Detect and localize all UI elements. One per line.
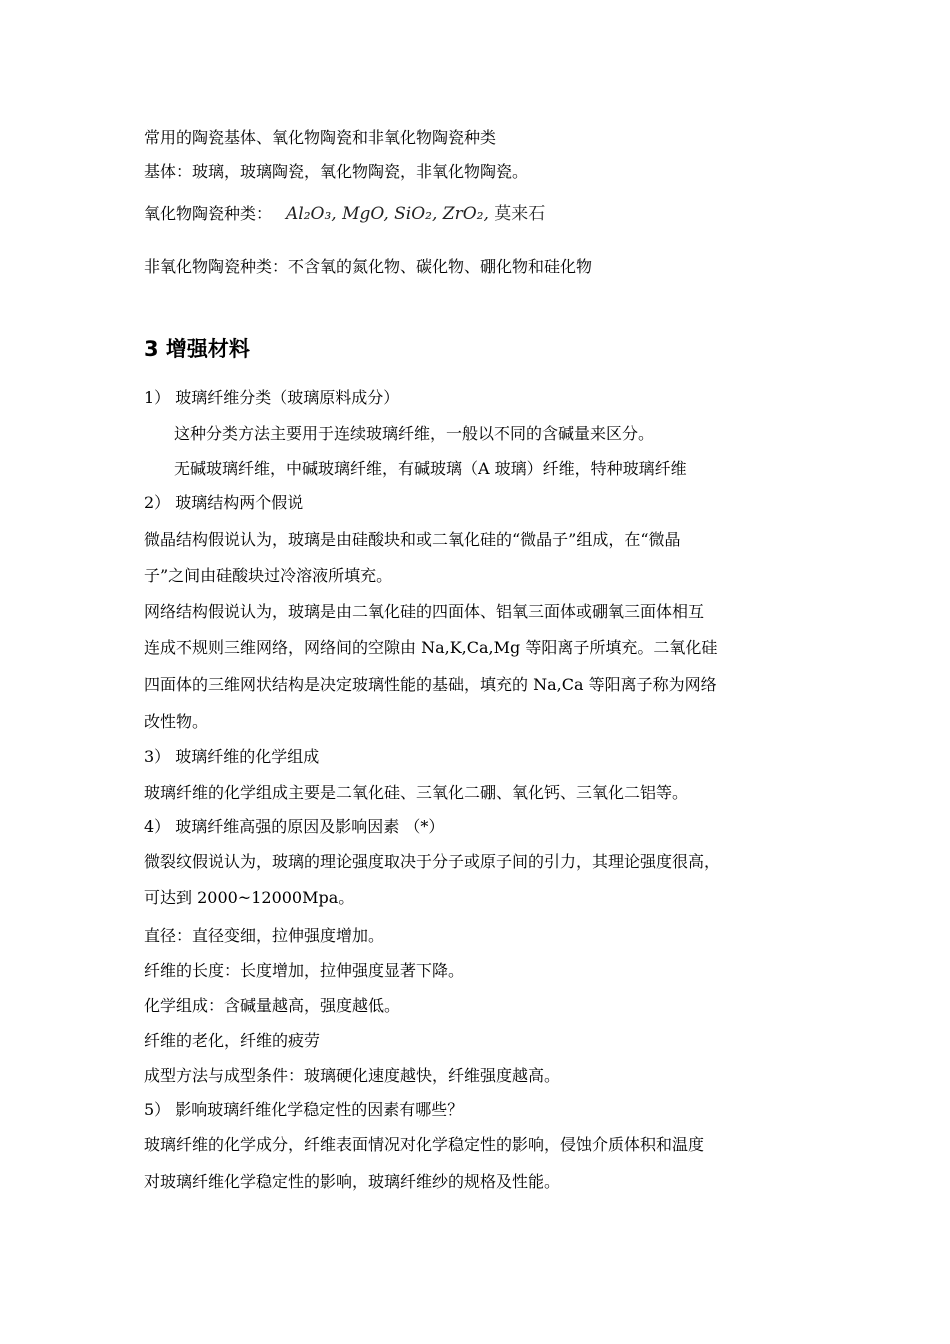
oxide-formula-text: Al₂O₃, MgO, SiO₂, ZrO₂, <box>286 204 495 224</box>
item-2-text-5: 四面体的三维网状结构是决定玻璃性能的基础，填充的 Na,Ca 等阳离子称为网络 <box>144 675 717 694</box>
item-5-text-2: 对玻璃纤维化学稳定性的影响，玻璃纤维纱的规格及性能。 <box>144 1172 561 1191</box>
item-2-text-4: 连成不规则三维网络，网络间的空隙由 Na,K,Ca,Mg 等阳离子所填充。二氧化硅 <box>144 638 718 657</box>
ceramics-matrix-line: 基体：玻璃，玻璃陶瓷，氧化物陶瓷，非氧化物陶瓷。 <box>144 162 529 181</box>
item-1-text-b: 无碱玻璃纤维，中碱玻璃纤维，有碱玻璃（A 玻璃）纤维，特种玻璃纤维 <box>174 459 687 478</box>
ceramics-nonoxide-line: 非氧化物陶瓷种类：不含氧的氮化物、碳化物、硼化物和硅化物 <box>144 257 593 276</box>
item-4-composition: 化学组成：含碱量越高，强度越低。 <box>144 996 401 1015</box>
item-5-title: 5） 影响玻璃纤维化学稳定性的因素有哪些？ <box>144 1100 464 1119</box>
item-2-text-3: 网络结构假说认为，玻璃是由二氧化硅的四面体、铝氧三面体或硼氧三面体相互 <box>144 602 705 621</box>
item-2-text-2: 子”之间由硅酸块过冷溶液所填充。 <box>144 566 393 585</box>
section-3-heading: 3 增强材料 <box>144 337 250 361</box>
oxide-mullite: 莫来石 <box>494 204 546 224</box>
item-4-aging: 纤维的老化，纤维的疲劳 <box>144 1031 321 1050</box>
item-2-title: 2） 玻璃结构两个假说 <box>144 493 304 512</box>
item-1-text-a: 这种分类方法主要用于连续玻璃纤维，一般以不同的含碱量来区分。 <box>174 424 655 443</box>
item-2-text-6: 改性物。 <box>144 712 209 731</box>
oxide-label: 氧化物陶瓷种类： <box>144 204 273 223</box>
item-4-forming: 成型方法与成型条件：玻璃硬化速度越快，纤维强度越高。 <box>144 1066 561 1085</box>
oxide-formula <box>286 204 545 224</box>
item-5-text-1: 玻璃纤维的化学成分，纤维表面情况对化学稳定性的影响，侵蚀介质体积和温度 <box>144 1135 705 1154</box>
item-3-title: 3） 玻璃纤维的化学组成 <box>144 747 320 766</box>
item-2-text-1: 微晶结构假说认为，玻璃是由硅酸块和或二氧化硅的“微晶子”组成，在“微晶 <box>144 530 681 549</box>
ceramics-title-line: 常用的陶瓷基体、氧化物陶瓷和非氧化物陶瓷种类 <box>144 128 497 147</box>
item-1-title: 1） 玻璃纤维分类（玻璃原料成分） <box>144 388 400 407</box>
ceramics-oxide-line <box>144 204 545 224</box>
item-4-text-1: 微裂纹假说认为，玻璃的理论强度取决于分子或原子间的引力，其理论强度很高， <box>144 852 721 871</box>
item-4-title: 4） 玻璃纤维高强的原因及影响因素 （*） <box>144 817 445 836</box>
item-4-length: 纤维的长度：长度增加，拉伸强度显著下降。 <box>144 961 465 980</box>
item-4-diameter: 直径：直径变细，拉伸强度增加。 <box>144 926 385 945</box>
item-4-text-2: 可达到 2000~12000Mpa。 <box>144 888 355 907</box>
item-3-text: 玻璃纤维的化学组成主要是二氧化硅、三氧化二硼、氧化钙、三氧化二铝等。 <box>144 783 689 802</box>
